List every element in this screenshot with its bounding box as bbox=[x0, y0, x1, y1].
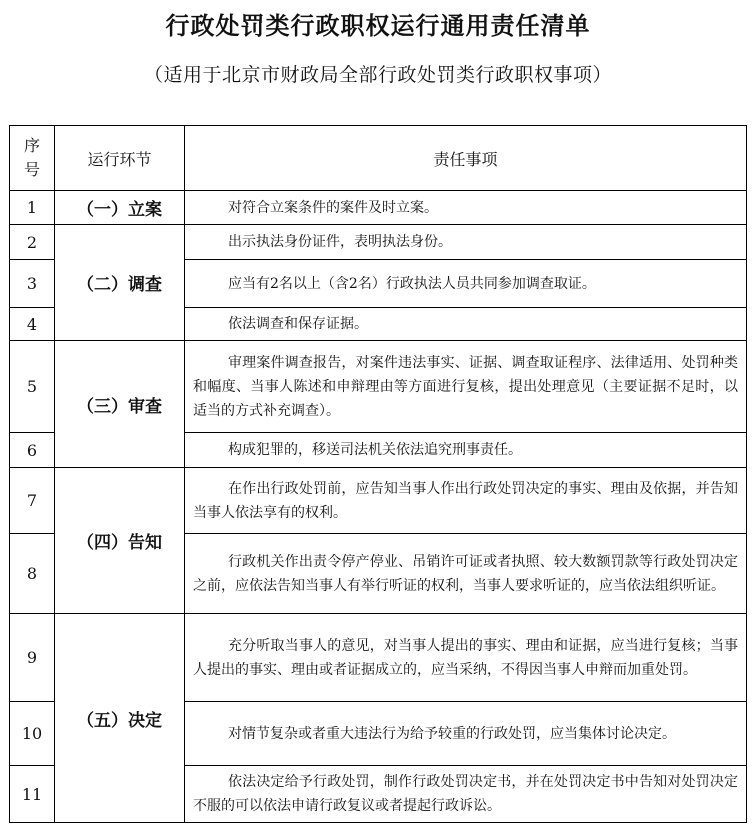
table-row bbox=[10, 225, 747, 260]
row-number: 10 bbox=[10, 702, 55, 766]
row-number: 9 bbox=[10, 614, 55, 702]
duty-cell: 依法调查和保存证据。 bbox=[185, 308, 747, 341]
document-title: 行政处罚类行政职权运行通用责任清单 bbox=[165, 12, 591, 40]
row-number: 4 bbox=[10, 308, 55, 341]
duty-cell: 构成犯罪的，移送司法机关依法追究刑事责任。 bbox=[185, 433, 747, 468]
row-number: 5 bbox=[10, 341, 55, 433]
table-row bbox=[10, 614, 747, 702]
row-number: 7 bbox=[10, 468, 55, 534]
row-number: 8 bbox=[10, 534, 55, 614]
duty-cell: 应当有2名以上（含2名）行政执法人员共同参加调查取证。 bbox=[185, 260, 747, 308]
header-seq bbox=[10, 126, 55, 191]
stage-cell: （一）立案 bbox=[55, 191, 185, 225]
duty-cell: 在作出行政处罚前，应告知当事人作出行政处罚决定的事实、理由及依据，并告知当事人依法享有的权利。 bbox=[185, 468, 747, 534]
row-number: 1 bbox=[10, 191, 55, 225]
responsibility-table bbox=[9, 125, 747, 823]
duty-cell: 充分听取当事人的意见，对当事人提出的事实、理由和证据，应当进行复核；当事人提出的事实、理由或者证据成立的，应当采纳，不得因当事人申辩而加重处罚。 bbox=[185, 614, 747, 702]
duty-cell: 对情节复杂或者重大违法行为给予较重的行政处罚，应当集体讨论决定。 bbox=[185, 702, 747, 766]
row-number: 2 bbox=[10, 225, 55, 260]
table-row bbox=[10, 191, 747, 225]
row-number: 3 bbox=[10, 260, 55, 308]
header-stage: 运行环节 bbox=[55, 126, 185, 191]
duty-cell: 出示执法身份证件，表明执法身份。 bbox=[185, 225, 747, 260]
duty-cell: 审理案件调查报告，对案件违法事实、证据、调查取证程序、法律适用、处罚种类和幅度、当事人陈述和申辩理由等方面进行复核，提出处理意见（主要证据不足时，以适当的方式补充调查）。 bbox=[185, 341, 747, 433]
table-row bbox=[10, 341, 747, 433]
stage-cell: （五）决定 bbox=[55, 614, 185, 823]
table-row bbox=[10, 468, 747, 534]
duty-cell: 行政机关作出责令停产停业、吊销许可证或者执照、较大数额罚款等行政处罚决定之前，应依法告知当事人有举行听证的权利，当事人要求听证的，应当依法组织听证。 bbox=[185, 534, 747, 614]
row-number: 6 bbox=[10, 433, 55, 468]
duty-cell: 对符合立案条件的案件及时立案。 bbox=[185, 191, 747, 225]
table-header-row bbox=[10, 126, 747, 191]
stage-cell: （四）告知 bbox=[55, 468, 185, 614]
stage-cell: （二）调查 bbox=[55, 225, 185, 341]
header-duty: 责任事项 bbox=[185, 126, 747, 191]
duty-cell: 依法决定给予行政处罚，制作行政处罚决定书，并在处罚决定书中告知对处罚决定不服的可以依法申请行政复议或者提起行政诉讼。 bbox=[185, 766, 747, 823]
header-seq-line2: 号 bbox=[23, 160, 40, 179]
stage-cell: （三）审查 bbox=[55, 341, 185, 468]
document-subtitle: （适用于北京市财政局全部行政处罚类行政职权事项） bbox=[143, 64, 612, 86]
row-number: 11 bbox=[10, 766, 55, 823]
header-seq-line1: 序 bbox=[23, 136, 40, 155]
